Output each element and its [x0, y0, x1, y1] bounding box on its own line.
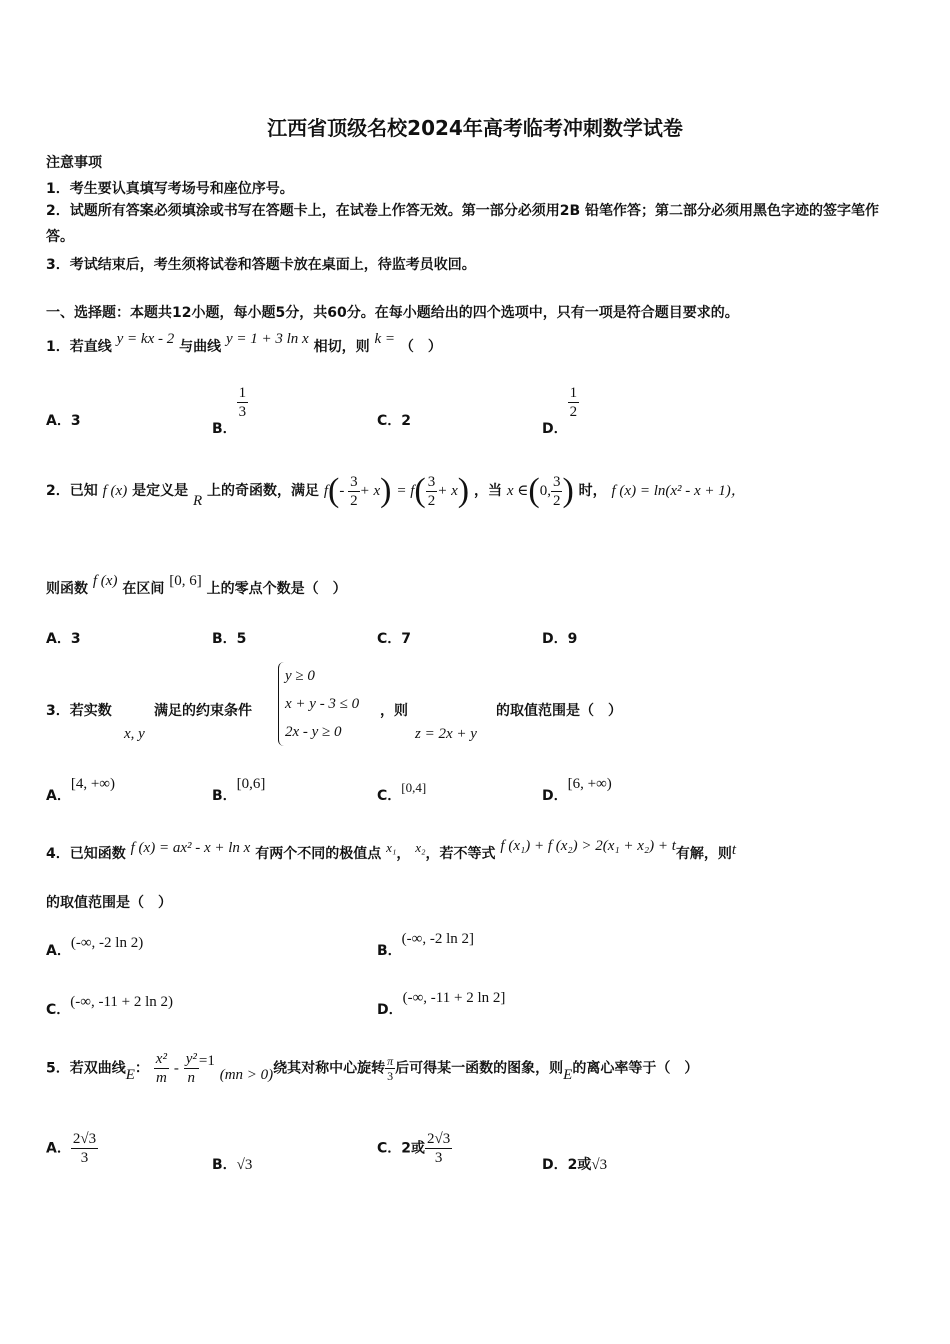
- question-3: [46, 700, 112, 720]
- q3-constraint-2: x + y - 3 ≤ 0: [285, 696, 360, 712]
- question-1: [46, 331, 442, 356]
- q2-math-fx: f (x) = ln(x² - x + 1)，: [611, 483, 746, 499]
- q5-a-fraction: [71, 1130, 98, 1167]
- q5-eq: =1: [198, 1052, 215, 1069]
- q1-option-b-label: B．: [212, 420, 237, 437]
- q1-text-4: （ ）: [399, 339, 442, 355]
- q4-option-d: [377, 990, 506, 1019]
- q3-option-a: [46, 776, 115, 805]
- q4-text-4: ，若不等式: [425, 846, 496, 862]
- q5-condition: (mn > 0): [219, 1066, 274, 1083]
- q5-frac-pi: [385, 1054, 395, 1083]
- q4-c-value: (-∞, -11 + 2 ln 2): [70, 994, 174, 1010]
- q2-l2-math-f: f (x): [92, 573, 118, 589]
- q1-option-d-label: D．: [542, 420, 568, 437]
- q2-option-c: C．7: [377, 631, 412, 647]
- q2-minus: -: [339, 483, 349, 499]
- q5-a-label: A．: [46, 1140, 71, 1157]
- q5-text-3: 绕其对称中心旋转: [273, 1060, 386, 1077]
- q4-b-value: (-∞, -2 ln 2]: [401, 931, 475, 947]
- q3-text-4: 的取值范围是（ ）: [496, 703, 622, 719]
- q5-pi-num: π: [387, 1054, 394, 1068]
- q4-b-label: B．: [377, 943, 402, 959]
- q1-d-den: 2: [569, 404, 578, 420]
- notice-item-2: 2．试题所有答案必须填涂或书写在答题卡上，在试卷上作答无效。第一部分必须用2B 铅笔作答；第二部分必须用黑色字迹的签字笔作答。: [46, 203, 880, 245]
- q5-minus: -: [173, 1060, 179, 1077]
- q5-text-5: 的离心率等于（ ）: [572, 1060, 699, 1077]
- q2-math-f-left: f: [323, 483, 329, 499]
- q5-a-den: 3: [80, 1150, 89, 1166]
- notice-heading: 注意事项: [46, 155, 102, 171]
- q5-b-label: B．: [212, 1157, 237, 1173]
- q4-math-t: t: [731, 842, 737, 858]
- q1-option-a: A．3: [46, 413, 81, 429]
- q2-frac-1: [348, 473, 360, 510]
- q5-math-e2: E: [563, 1066, 573, 1083]
- q3-vars: x, y: [124, 726, 145, 742]
- q2-frac-3-num: 3: [552, 473, 561, 490]
- q2-l2-text-2: 在区间: [122, 581, 165, 597]
- q3-text-2: 满足的约束条件: [154, 703, 252, 719]
- q2-math-r: R: [192, 493, 203, 509]
- q4-option-b: [377, 931, 475, 960]
- q5-option-c: [377, 1130, 452, 1167]
- q2-option-d: D．9: [542, 631, 578, 647]
- q4-math-x2: x₂: [415, 840, 426, 855]
- q5-text-2: ：: [134, 1060, 149, 1077]
- q1-math-curve: y = 1 + 3 ln x: [225, 331, 309, 347]
- q3-text-1: 3．若实数: [46, 703, 112, 719]
- q2-frac-3: [551, 473, 563, 510]
- q5-d-label: D．2或: [542, 1157, 592, 1173]
- q5-option-d: [542, 1154, 607, 1174]
- q2-paren: ): [380, 472, 392, 509]
- q2-plus-x: + x: [359, 483, 381, 499]
- q4-d-label: D．: [377, 1002, 403, 1018]
- q2-frac-3-den: 2: [552, 492, 561, 509]
- q2-paren: ): [457, 472, 470, 509]
- q2-math-x-in: x ∈: [506, 483, 529, 499]
- q1-option-d: [542, 384, 579, 437]
- section-heading: 一、选择题：本题共12小题，每小题5分，共60分。在每小题给出的四个选项中，只有一项是符合题目要求的。: [46, 305, 739, 321]
- q3-d-value: [6, +∞): [567, 776, 612, 792]
- q2-l2-text-3: 上的零点个数是（ ）: [206, 581, 347, 597]
- q4-text-3: ，: [396, 846, 411, 862]
- q1-text-3: 相切，则: [313, 339, 370, 355]
- q3-option-d: [542, 776, 612, 805]
- q2-paren: (: [414, 472, 426, 509]
- q3-option-b: [212, 776, 266, 805]
- q2-option-b: B．5: [212, 631, 247, 647]
- q1-d-num: 1: [569, 385, 578, 401]
- q3-a-label: A．: [46, 788, 71, 804]
- q3-option-c: [377, 780, 427, 805]
- q5-a-num: 2√3: [72, 1131, 97, 1147]
- q4-text-5: 有解，则: [675, 846, 732, 862]
- q1-option-d-fraction: [568, 384, 580, 421]
- q5-c-den: 3: [434, 1150, 443, 1166]
- q1-math-line: y = kx - 2: [116, 331, 175, 347]
- question-5: [46, 1050, 698, 1087]
- q2-text-4: ，当: [473, 483, 502, 499]
- q3-b-label: B．: [212, 788, 237, 804]
- q3-c-value: [0,4]: [401, 780, 427, 795]
- q4-option-a: [46, 935, 144, 960]
- q2-paren: (: [328, 472, 340, 509]
- q1-option-c: C．2: [377, 413, 412, 429]
- q5-text-4: 后可得某一函数的图象，则: [395, 1060, 564, 1077]
- q2-frac-1-num: 3: [350, 473, 358, 490]
- q1-b-num: 1: [238, 385, 247, 401]
- q5-c-label: C．2或: [377, 1140, 426, 1157]
- q5-option-a: [46, 1130, 98, 1167]
- question-2: [46, 472, 746, 510]
- q2-text-2: 是定义是: [132, 483, 189, 499]
- q2-frac-2-den: 2: [427, 492, 436, 509]
- q3-constraint-3: 2x - y ≥ 0: [285, 724, 342, 740]
- q1-math-k: k =: [374, 331, 395, 347]
- q4-option-c: [46, 994, 174, 1019]
- q2-text-3: 上的奇函数，满足: [207, 483, 319, 499]
- q5-frac-x: [154, 1050, 169, 1087]
- q2-math-f: f (x): [102, 483, 128, 499]
- q3-constraint-system: [278, 662, 359, 746]
- q3-c-label: C．: [377, 788, 402, 804]
- q3-text-3: ，则: [380, 703, 408, 719]
- q5-text-1: 5．若双曲线: [46, 1060, 126, 1077]
- page-title: 江西省顶级名校2024年高考临考冲刺数学试卷: [267, 116, 683, 140]
- q5-option-b: [212, 1154, 252, 1174]
- q4-d-value: (-∞, -11 + 2 ln 2]: [402, 990, 506, 1006]
- q3-d-label: D．: [542, 788, 568, 804]
- q2-frac-2-num: 3: [427, 473, 436, 490]
- q5-x-num: x²: [155, 1051, 167, 1067]
- q5-x-den: m: [155, 1070, 167, 1086]
- q2-paren: (: [528, 472, 540, 509]
- q1-b-den: 3: [238, 404, 247, 420]
- q4-math-inequality: f (x₁) + f (x₂) > 2(x₁ + x₂) + t: [500, 838, 676, 854]
- q3-constraint-1: y ≥ 0: [285, 668, 315, 684]
- q1-text-1: 1．若直线: [46, 339, 112, 355]
- q2-l2-interval: [0, 6]: [169, 573, 202, 589]
- q3-objective: z = 2x + y: [415, 726, 477, 742]
- q5-y-den: n: [187, 1070, 196, 1086]
- q1-option-b-fraction: [237, 384, 249, 421]
- question-4: [46, 838, 906, 863]
- notice-item-3: 3．考试结束后，考生须将试卷和答题卡放在桌面上，待监考员收回。: [46, 257, 476, 273]
- q5-math-e: E: [125, 1066, 135, 1083]
- q4-a-value: (-∞, -2 ln 2): [70, 935, 144, 951]
- q3-a-value: [4, +∞): [70, 776, 115, 792]
- q4-text-2: 有两个不同的极值点: [255, 846, 382, 862]
- q2-frac-1-den: 2: [350, 492, 358, 509]
- q3-b-value: [0,6]: [236, 776, 266, 792]
- q2-frac-2: [426, 473, 438, 510]
- q5-y-num: y²: [185, 1051, 197, 1067]
- question-2-line-2: [46, 573, 347, 598]
- q2-zero: 0,: [539, 483, 551, 499]
- q2-paren: ): [562, 472, 574, 509]
- q5-c-fraction: [425, 1130, 452, 1167]
- q5-d-value: √3: [591, 1157, 608, 1173]
- q4-a-label: A．: [46, 943, 71, 959]
- q5-frac-y: [184, 1050, 199, 1087]
- q5-c-num: 2√3: [427, 1131, 451, 1147]
- q3-system-brace: [278, 662, 359, 746]
- q2-text-5: 时，: [578, 483, 607, 499]
- q2-text-1: 2．已知: [46, 483, 98, 499]
- question-4-line-2: 的取值范围是（ ）: [46, 895, 172, 911]
- q4-c-label: C．: [46, 1002, 71, 1018]
- q1-text-2: 与曲线: [179, 339, 222, 355]
- notice-item-1: 1．考生要认真填写考场号和座位序号。: [46, 181, 294, 197]
- q4-math-x1: x₁: [386, 840, 397, 855]
- q2-l2-text-1: 则函数: [46, 581, 88, 597]
- q1-option-b: [212, 384, 248, 437]
- q2-option-a: A．3: [46, 631, 81, 647]
- q4-text-1: 4．已知函数: [46, 846, 126, 862]
- q2-plus-x-2: + x: [437, 483, 458, 499]
- q5-b-value: √3: [236, 1157, 253, 1173]
- q2-eq-f: = f: [396, 483, 415, 499]
- q5-pi-den: 3: [387, 1069, 394, 1083]
- q4-math-f: f (x) = ax² - x + ln x: [130, 840, 251, 856]
